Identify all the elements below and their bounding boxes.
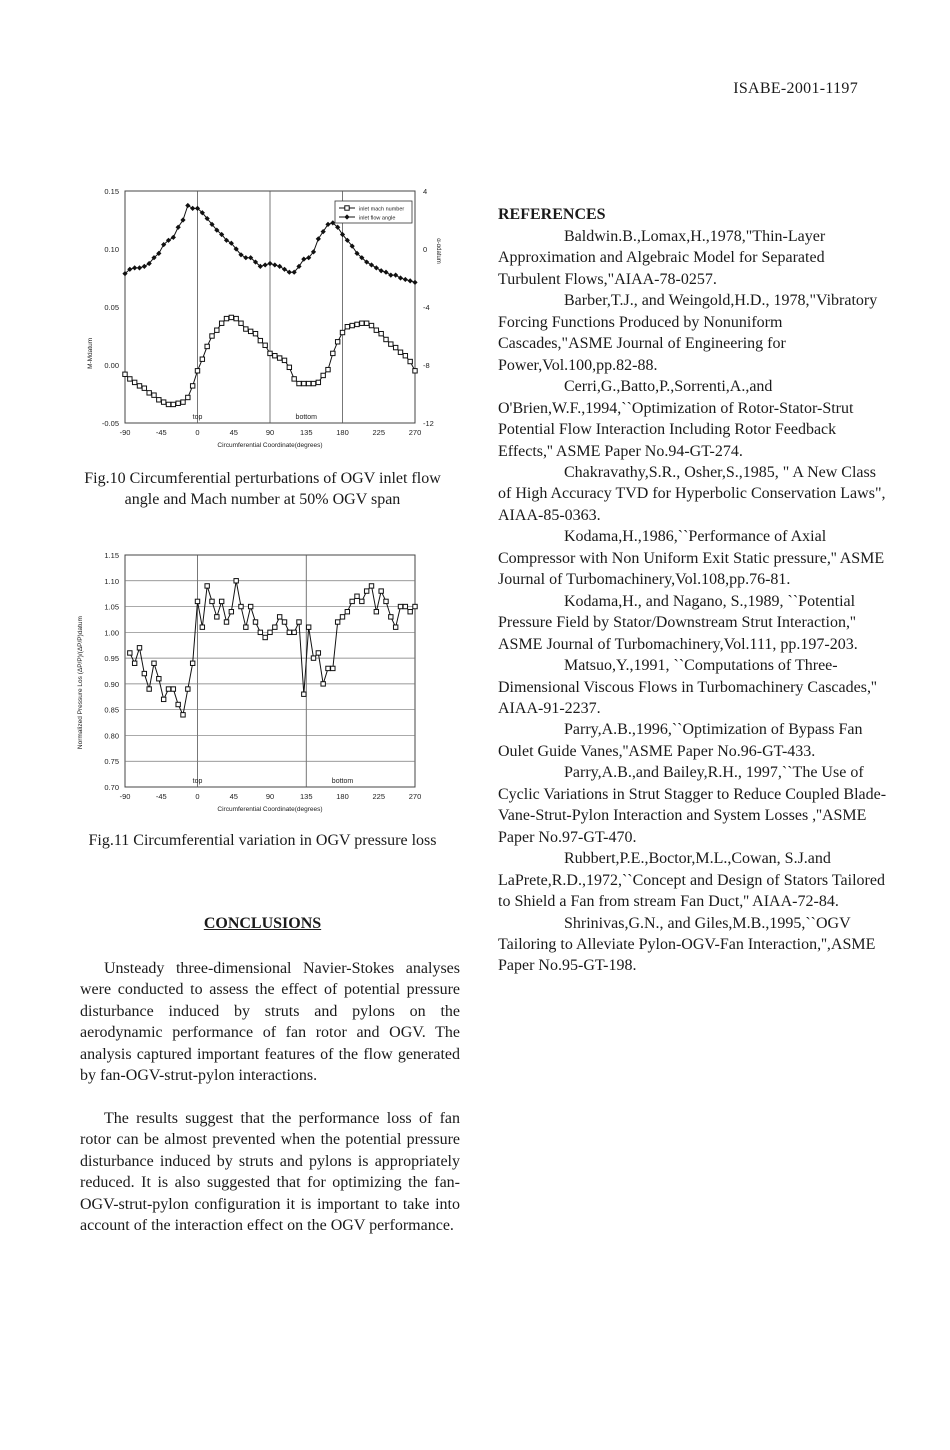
data-point — [302, 381, 306, 385]
data-point — [263, 262, 268, 267]
reference-item: Matsuo,Y.,1991, ``Computations of Three-Dimensional Viscous Flows in Turbomachinery Cascades,'' AIAA-91-2237. — [498, 657, 877, 717]
data-point — [412, 280, 417, 285]
data-point — [277, 356, 281, 360]
data-point — [215, 328, 219, 332]
data-point — [152, 393, 156, 397]
data-point — [263, 343, 267, 347]
y2-tick-label: 4 — [423, 187, 428, 196]
data-point — [277, 264, 282, 269]
reference-item: Kodama,H.,1986,``Performance of Axial Compressor with Non Uniform Exit Static pressure,'' ASME Journal of Turbomachinery,Vol.108,pp.76-81. — [498, 528, 885, 589]
y2-tick-label: -4 — [423, 303, 430, 312]
y-tick-label: 0.15 — [104, 187, 119, 196]
data-point — [161, 697, 165, 701]
data-point — [224, 620, 228, 624]
y-tick-label: 1.00 — [104, 628, 119, 638]
document-id: ISABE-2001-1197 — [733, 80, 858, 97]
data-point — [195, 599, 199, 603]
reference-item: Kodama,H., and Nagano, S.,1989, ``Potential Pressure Field by Stator/Downstream Strut Interaction,'' ASME Journal of Turbomachinery,Vol.111, pp.197-203. — [498, 592, 858, 653]
data-point — [171, 235, 176, 240]
data-point — [210, 599, 214, 603]
fig10-caption: Fig.10 Circumferential perturbations of OGV inlet flow angle and Mach number at 50% OGV span — [84, 470, 441, 508]
y-tick-label: 0.70 — [104, 783, 119, 792]
x-tick-label: 0 — [195, 428, 200, 437]
reference-item: Barber,T.J., and Weingold,H.D., 1978,"Vibratory Forcing Functions Produced by Nonuniform Cascades,"ASME Journal of Engineering for Power,Vol.100,pp.82-88. — [498, 292, 878, 374]
data-point — [181, 713, 185, 717]
data-point — [282, 267, 287, 272]
x-tick-label: 90 — [265, 428, 275, 437]
data-point — [408, 278, 413, 283]
data-point — [273, 625, 277, 629]
y-tick-label: 1.10 — [104, 576, 119, 586]
data-point — [267, 261, 272, 266]
legend-label: inlet mach number — [359, 206, 405, 213]
data-point — [345, 610, 349, 614]
data-point — [161, 400, 165, 404]
y-tick-label: 0.80 — [104, 731, 119, 741]
data-point — [224, 316, 228, 320]
data-point — [181, 400, 185, 404]
y2-tick-label: -8 — [423, 361, 430, 370]
data-point — [273, 354, 277, 358]
data-point — [171, 687, 175, 691]
data-point — [374, 610, 378, 614]
data-point — [301, 257, 306, 262]
data-point — [340, 615, 344, 619]
conclusions-heading: CONCLUSIONS — [203, 915, 322, 932]
reference-item: Cerri,G.,Batto,P.,Sorrenti,A.,and O'Brien,W.F.,1994,``Optimization of Rotor-Stator-Strut Potential Flow Interaction Including Rotor Feedback Effects,'' ASME Paper No.94-GT-274. — [498, 378, 854, 460]
data-point — [316, 651, 320, 655]
data-point — [253, 331, 257, 335]
reference-item: Parry,A.B.,1996,``Optimization of Bypass Fan Oulet Guide Vanes,''ASME Paper No.96-GT-433. — [498, 721, 863, 760]
data-point — [253, 620, 257, 624]
conclusions-paragraph-1: Unsteady three-dimensional Navier-Stokes analyses were conducted to assess the effect of potential pressure disturbance induced by struts and pylons on the aerodynamic performance of fan rotor and OGV. The analysis captured important features of the flow generated by fan-OGV-strut-pylon interactions. — [80, 960, 460, 1085]
data-point — [219, 321, 223, 325]
data-point — [219, 599, 223, 603]
reference-item: Parry,A.B.,and Bailey,R.H., 1997,``The Use of Cyclic Variations in Strut Stagger to Reduce Coupled Blade-Vane-Strut-Pylon Interaction and System Losses ,''ASME Paper No.97-GT-470. — [498, 764, 887, 846]
data-point — [292, 377, 296, 381]
data-point — [132, 265, 137, 270]
x-tick-label: 135 — [299, 428, 313, 437]
data-point — [268, 630, 272, 634]
data-point — [190, 661, 194, 665]
annotation-bottom: bottom — [331, 778, 354, 785]
data-point — [374, 328, 378, 332]
data-point — [132, 661, 136, 665]
data-point — [272, 262, 277, 267]
x-tick-label: 270 — [408, 792, 422, 801]
data-point — [350, 599, 354, 603]
data-point — [239, 321, 243, 325]
data-point — [152, 661, 156, 665]
fig10-chart — [80, 183, 460, 463]
data-point — [210, 334, 214, 338]
data-point — [403, 604, 407, 608]
y-tick-label: -0.05 — [101, 419, 119, 428]
data-point — [389, 342, 393, 346]
data-point — [166, 687, 170, 691]
y-tick-label: 1.15 — [104, 551, 119, 560]
data-point — [157, 398, 161, 402]
data-point — [128, 377, 132, 381]
data-point — [374, 265, 379, 270]
y-tick-label: 0.05 — [104, 303, 119, 312]
data-point — [186, 395, 190, 399]
data-point — [190, 384, 194, 388]
data-point — [157, 677, 161, 681]
legend-marker — [345, 206, 349, 210]
data-point — [321, 373, 325, 377]
data-point — [176, 702, 180, 706]
data-point — [321, 682, 325, 686]
y2-tick-label: -12 — [423, 419, 434, 428]
data-point — [331, 351, 335, 355]
data-point — [364, 589, 368, 593]
data-point — [176, 225, 181, 230]
conclusions-paragraph-2: The results suggest that the performance loss of fan rotor can be almost prevented when the potential pressure disturbance induced by struts and pylons is appropriately reduced. It is also suggested that for optimizing the fan-OGV-strut-pylon configuration it is important to take into account of the interaction effect on the OGV performance. — [80, 1110, 460, 1235]
y-tick-label: 0.10 — [104, 245, 119, 254]
data-point — [282, 620, 286, 624]
x-tick-label: 90 — [265, 792, 275, 801]
data-point — [389, 615, 393, 619]
data-point — [393, 625, 397, 629]
x-tick-label: -45 — [155, 792, 167, 801]
x-axis-label: Circumferential Coordinate(degrees) — [217, 806, 323, 813]
data-point — [388, 273, 393, 278]
data-point — [297, 620, 301, 624]
plot-frame — [125, 555, 415, 787]
data-point — [393, 345, 397, 349]
data-point — [287, 270, 292, 275]
data-point — [186, 687, 190, 691]
fig11-caption: Fig.11 Circumferential variation in OGV pressure loss — [88, 832, 437, 849]
data-point — [287, 630, 291, 634]
data-point — [180, 217, 185, 222]
data-point — [132, 380, 136, 384]
data-point — [234, 316, 238, 320]
x-tick-label: 180 — [336, 792, 349, 801]
y-tick-label: 0.00 — [104, 361, 119, 370]
data-point — [190, 206, 195, 211]
y-tick-label: 0.90 — [104, 679, 119, 689]
x-tick-label: 45 — [229, 428, 238, 437]
data-point — [128, 651, 132, 655]
data-point — [398, 604, 402, 608]
data-point — [137, 646, 141, 650]
x-tick-label: 45 — [229, 792, 238, 801]
data-point — [258, 630, 262, 634]
data-point — [321, 229, 326, 234]
references-heading: REFERENCES — [498, 206, 606, 223]
y-axis-label: Normalized Pressure Los (ΔP/P)/(ΔP/P)datum — [77, 616, 84, 750]
data-point — [258, 338, 262, 342]
data-point — [383, 270, 388, 275]
y-axis-label: M-Mdatum — [87, 337, 94, 369]
data-point — [398, 350, 402, 354]
y-tick-label: 0.75 — [104, 757, 119, 767]
data-point — [369, 323, 373, 327]
data-point — [311, 656, 315, 660]
data-point — [403, 354, 407, 358]
data-point — [331, 666, 335, 670]
x-tick-label: 270 — [408, 428, 422, 437]
data-point — [234, 579, 238, 583]
y-tick-label: 0.95 — [104, 654, 119, 664]
data-point — [306, 625, 310, 629]
annotation-top: top — [192, 778, 203, 785]
data-point — [355, 594, 359, 598]
data-point — [393, 273, 398, 278]
data-point — [123, 372, 127, 376]
data-point — [248, 604, 252, 608]
reference-item: Shrinivas,G.N., and Giles,M.B.,1995,``OGV Tailoring to Alleviate Pylon-OGV-Fan Interaction,'',ASME Paper No.95-GT-198. — [498, 914, 876, 975]
data-point — [413, 604, 417, 608]
data-point — [205, 344, 209, 348]
data-point — [355, 322, 359, 326]
data-point — [239, 604, 243, 608]
annotation-top: top — [192, 414, 203, 421]
x-tick-label: -90 — [119, 792, 131, 801]
data-point — [244, 327, 248, 331]
data-point — [142, 264, 147, 269]
data-point — [195, 369, 199, 373]
data-point — [147, 687, 151, 691]
x-tick-label: 135 — [299, 792, 313, 801]
data-point — [205, 584, 209, 588]
data-point — [142, 671, 146, 675]
data-point — [360, 321, 364, 325]
data-point — [297, 381, 301, 385]
data-point — [316, 236, 321, 241]
data-point — [243, 255, 248, 260]
x-tick-label: 0 — [195, 792, 200, 801]
x-tick-label: -45 — [155, 428, 167, 437]
data-point — [229, 315, 233, 319]
x-tick-label: -90 — [119, 428, 131, 437]
y-tick-label: 1.05 — [104, 602, 119, 612]
data-point — [316, 380, 320, 384]
data-point — [268, 351, 272, 355]
data-point — [311, 381, 315, 385]
y2-tick-label: 0 — [423, 245, 428, 254]
reference-item: Rubbert,P.E.,Boctor,M.L.,Cowan, S.J.and LaPrete,R.D.,1972,``Concept and Design of Stators Tailored to Shield a Fan from stream Fan Duct,'' AIAA-72-84. — [498, 850, 885, 911]
data-point — [408, 359, 412, 363]
data-point — [282, 358, 286, 362]
data-point — [325, 222, 330, 227]
data-point — [335, 620, 339, 624]
data-point — [379, 331, 383, 335]
data-point — [137, 265, 142, 270]
x-tick-label: 225 — [372, 792, 386, 801]
data-point — [147, 391, 151, 395]
y-tick-label: 0.85 — [104, 705, 119, 715]
data-point — [364, 321, 368, 325]
annotation-bottom: bottom — [295, 414, 317, 421]
x-tick-label: 180 — [336, 428, 349, 437]
data-point — [335, 340, 339, 344]
data-point — [413, 369, 417, 373]
reference-item: Chakravathy,S.R., Osher,S.,1985, " A New Class of High Accuracy TVD for Hyperbolic Conservation Laws", AIAA-85-0363. — [498, 463, 886, 524]
data-point — [350, 323, 354, 327]
data-point — [340, 330, 344, 334]
data-point — [403, 277, 408, 282]
data-point — [408, 610, 412, 614]
data-point — [292, 630, 296, 634]
data-point — [326, 367, 330, 371]
references-list — [498, 226, 890, 977]
data-point — [302, 692, 306, 696]
legend-label: inlet flow angle — [359, 215, 396, 222]
data-point — [229, 610, 233, 614]
fig11-chart — [70, 545, 440, 825]
data-point — [369, 584, 373, 588]
data-point — [379, 589, 383, 593]
data-point — [244, 625, 248, 629]
x-tick-label: 225 — [372, 428, 386, 437]
data-point — [166, 402, 170, 406]
x-axis-label: Circumferential Coordinate(degrees) — [217, 442, 323, 449]
data-point — [263, 635, 267, 639]
data-point — [171, 402, 175, 406]
data-point — [326, 666, 330, 670]
data-point — [345, 325, 349, 329]
series-line-0 — [130, 581, 415, 715]
data-point — [287, 365, 291, 369]
data-point — [185, 203, 190, 208]
data-point — [200, 357, 204, 361]
data-point — [384, 599, 388, 603]
data-point — [137, 384, 141, 388]
data-point — [379, 268, 384, 273]
data-point — [398, 275, 403, 280]
data-point — [360, 599, 364, 603]
data-point — [384, 337, 388, 341]
data-point — [215, 615, 219, 619]
data-point — [200, 625, 204, 629]
data-point — [176, 401, 180, 405]
y2-axis-label: α-αdatum — [435, 238, 441, 264]
reference-item: Baldwin.B.,Lomax,H.,1978,"Thin-Layer Approximation and Algebraic Model for Separated Turbulent Flows,"AIAA-78-0257. — [498, 228, 826, 288]
data-point — [277, 615, 281, 619]
data-point — [369, 262, 374, 267]
data-point — [248, 329, 252, 333]
data-point — [142, 386, 146, 390]
data-point — [306, 381, 310, 385]
